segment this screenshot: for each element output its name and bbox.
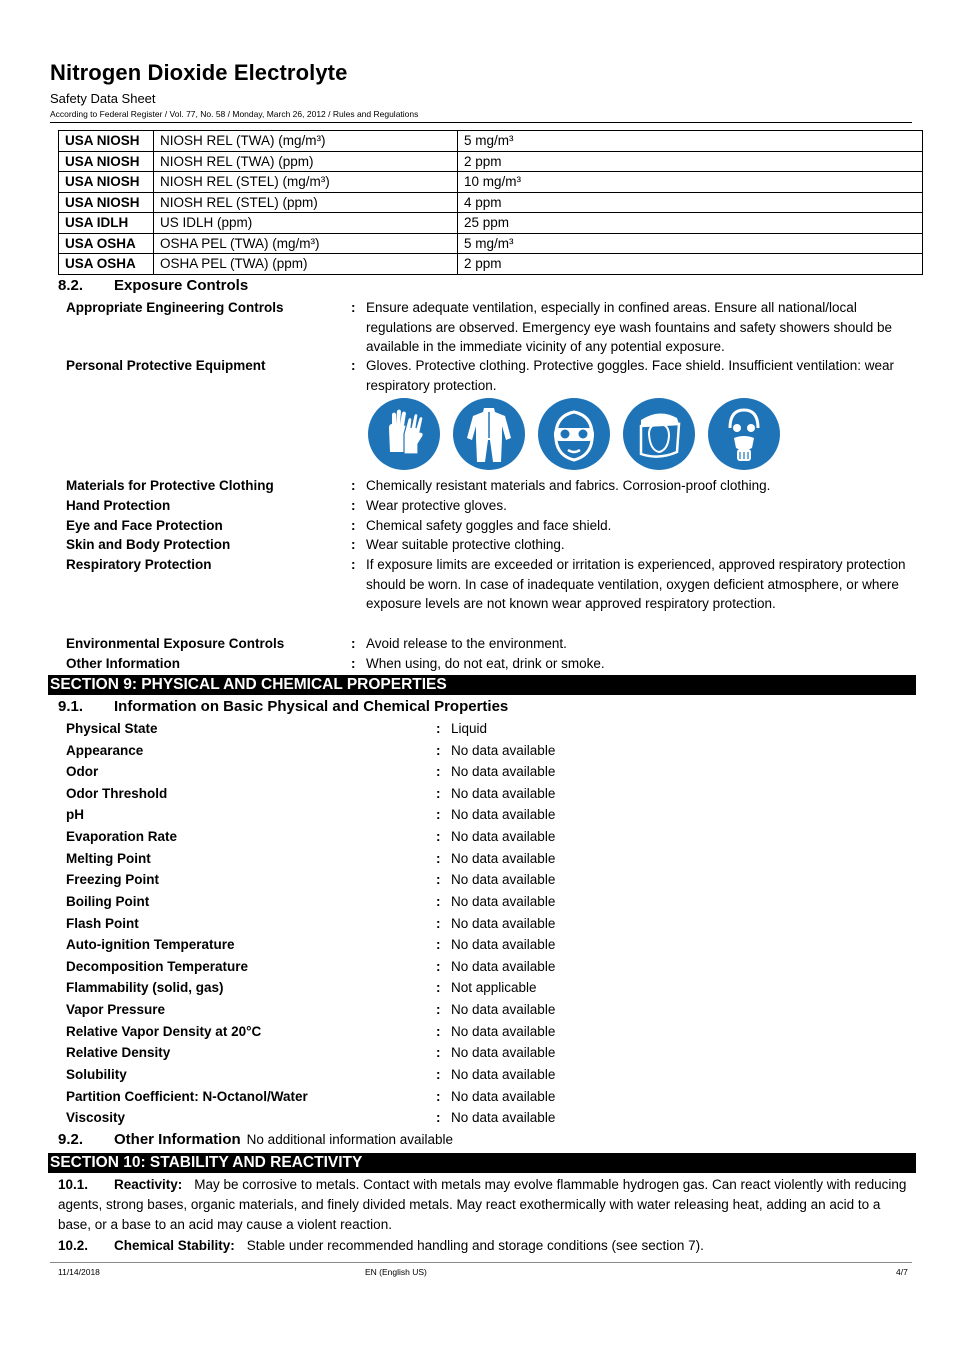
property-label: Odor Threshold <box>66 786 168 801</box>
limit-value: 10 mg/m³ <box>458 172 923 193</box>
footer-page-number: 4/7 <box>896 1267 908 1277</box>
goggles-icon <box>534 394 614 474</box>
limit-value: 5 mg/m³ <box>458 233 923 254</box>
limit-value: 5 mg/m³ <box>458 131 923 152</box>
protective-clothing-icon <box>449 394 529 474</box>
gloves-icon <box>364 394 444 474</box>
colon-separator: : <box>351 656 356 671</box>
property-row <box>66 654 916 674</box>
table-row <box>59 151 923 172</box>
section-10-header: SECTION 10: STABILITY AND REACTIVITY <box>48 1153 916 1173</box>
property-label: Skin and Body Protection <box>66 537 231 552</box>
property-value: Gloves. Protective clothing. Protective goggles. Face shield. Insufficient ventilation: wear respiratory protection. <box>366 358 895 393</box>
property-value: Ensure adequate ventilation, especially in confined areas. Ensure all national/local regulations are observed. Emergency eye wash fountains and safety showers should be available in the immediate vicinity of any potential exposure. <box>366 300 893 355</box>
colon-separator: : <box>436 829 441 844</box>
limit-org: USA OSHA <box>59 254 154 275</box>
limit-type: NIOSH REL (STEL) (mg/m³) <box>154 172 458 193</box>
property-label: Decomposition Temperature <box>66 959 249 974</box>
property-label: Vapor Pressure <box>66 1002 166 1017</box>
subsection-number: 8.2. <box>58 277 84 294</box>
colon-separator: : <box>351 358 356 373</box>
subsection-text: No additional information available <box>246 1132 454 1147</box>
subsection-title: Chemical Stability: <box>114 1238 235 1253</box>
limit-type: OSHA PEL (TWA) (mg/m³) <box>154 233 458 254</box>
colon-separator: : <box>436 980 441 995</box>
property-label: Melting Point <box>66 851 151 866</box>
limit-value: 4 ppm <box>458 192 923 213</box>
section-9-header: SECTION 9: PHYSICAL AND CHEMICAL PROPERTIES <box>48 675 916 695</box>
colon-separator: : <box>436 1024 441 1039</box>
document-subtitle: Safety Data Sheet <box>50 91 156 106</box>
property-label: pH <box>66 807 84 822</box>
property-value: No data available <box>451 937 556 952</box>
property-value: Not applicable <box>451 980 537 995</box>
property-label: Boiling Point <box>66 894 150 909</box>
property-value: No data available <box>451 829 556 844</box>
property-label: Eye and Face Protection <box>66 518 223 533</box>
property-label: Respiratory Protection <box>66 557 212 572</box>
colon-separator: : <box>436 1110 441 1125</box>
property-row <box>66 298 916 358</box>
colon-separator: : <box>351 300 356 315</box>
table-row <box>59 254 923 275</box>
regulation-reference: According to Federal Register / Vol. 77, No. 58 / Monday, March 26, 2012 / Rules and Regulations <box>50 109 419 119</box>
colon-separator: : <box>436 851 441 866</box>
property-row <box>66 476 916 496</box>
colon-separator: : <box>351 557 356 572</box>
property-label: Appropriate Engineering Controls <box>66 300 284 315</box>
limit-value: 2 ppm <box>458 254 923 275</box>
colon-separator: : <box>436 1045 441 1060</box>
property-label: Other Information <box>66 656 180 671</box>
property-value: No data available <box>451 1024 556 1039</box>
property-label: Viscosity <box>66 1110 126 1125</box>
property-label: Solubility <box>66 1067 127 1082</box>
colon-separator: : <box>351 518 356 533</box>
property-value: If exposure limits are exceeded or irritation is experienced, approved respiratory protection should be worn. In case of inadequate ventilation, oxygen deficient atmosphere, or where exposure levels are not known wear approved respiratory protection. <box>366 557 906 612</box>
subsection-9-1-heading <box>58 698 508 715</box>
property-value: Liquid <box>451 721 488 736</box>
colon-separator: : <box>351 478 356 493</box>
footer-divider <box>50 1262 912 1263</box>
property-row <box>66 496 916 516</box>
footer-date: 11/14/2018 <box>58 1267 100 1277</box>
limit-value: 25 ppm <box>458 213 923 234</box>
table-row <box>59 233 923 254</box>
colon-separator: : <box>351 636 356 651</box>
colon-separator: : <box>436 872 441 887</box>
colon-separator: : <box>436 894 441 909</box>
limit-type: US IDLH (ppm) <box>154 213 458 234</box>
table-row <box>59 192 923 213</box>
property-label: Environmental Exposure Controls <box>66 636 285 651</box>
respirator-icon <box>704 394 784 474</box>
property-label: Personal Protective Equipment <box>66 358 266 373</box>
property-label: Relative Vapor Density at 20°C <box>66 1024 262 1039</box>
limit-type: NIOSH REL (STEL) (ppm) <box>154 192 458 213</box>
colon-separator: : <box>436 786 441 801</box>
property-label: Relative Density <box>66 1045 171 1060</box>
subsection-title: Information on Basic Physical and Chemical Properties <box>114 698 509 715</box>
property-label: Flammability (solid, gas) <box>66 980 224 995</box>
property-row <box>66 516 916 536</box>
limit-type: OSHA PEL (TWA) (ppm) <box>154 254 458 275</box>
property-value: No data available <box>451 807 556 822</box>
subsection-number: 10.2. <box>58 1238 89 1253</box>
property-value: Wear protective gloves. <box>366 498 507 513</box>
footer-language: EN (English US) <box>365 1267 427 1277</box>
colon-separator: : <box>436 764 441 779</box>
property-value: No data available <box>451 786 556 801</box>
property-row <box>66 356 916 396</box>
stability-text: Stable under recommended handling and storage conditions (see section 7). <box>246 1238 704 1253</box>
document-title: Nitrogen Dioxide Electrolyte <box>50 60 348 85</box>
property-value: No data available <box>451 894 556 909</box>
colon-separator: : <box>436 1089 441 1104</box>
reactivity-text: May be corrosive to metals. Contact with metals may evolve flammable hydrogen gas. Can react violently with reducing agents, strong bases, organic materials, and finely divided metals. May react exothermically with water releasing heat, adding an acid to a base, or a base to an acid may cause a violent reaction. <box>58 1177 907 1232</box>
colon-separator: : <box>436 721 441 736</box>
property-label: Auto-ignition Temperature <box>66 937 235 952</box>
property-label: Freezing Point <box>66 872 160 887</box>
property-value: No data available <box>451 1045 556 1060</box>
property-label: Appearance <box>66 743 144 758</box>
header-divider <box>50 122 912 123</box>
property-label: Hand Protection <box>66 498 171 513</box>
property-value: No data available <box>451 1089 556 1104</box>
colon-separator: : <box>436 1067 441 1082</box>
property-value: No data available <box>451 872 556 887</box>
limit-org: USA IDLH <box>59 213 154 234</box>
property-row <box>66 555 916 635</box>
limit-org: USA NIOSH <box>59 151 154 172</box>
colon-separator: : <box>436 916 441 931</box>
limit-type: NIOSH REL (TWA) (mg/m³) <box>154 131 458 152</box>
colon-separator: : <box>351 537 356 552</box>
property-label: Odor <box>66 764 99 779</box>
exposure-limits-table <box>58 130 923 275</box>
property-label: Physical State <box>66 721 158 736</box>
property-value: Avoid release to the environment. <box>366 636 567 651</box>
chemical-stability-paragraph <box>58 1236 908 1256</box>
colon-separator: : <box>436 743 441 758</box>
table-row <box>59 213 923 234</box>
subsection-title: Other Information <box>114 1131 241 1148</box>
subsection-title: Exposure Controls <box>114 277 249 294</box>
property-value: No data available <box>451 1067 556 1082</box>
property-value: No data available <box>451 1002 556 1017</box>
property-value: No data available <box>451 764 556 779</box>
property-label: Flash Point <box>66 916 139 931</box>
limit-org: USA NIOSH <box>59 131 154 152</box>
subsection-8-2-heading <box>58 277 248 294</box>
property-value: Chemically resistant materials and fabrics. Corrosion-proof clothing. <box>366 478 771 493</box>
table-row <box>59 131 923 152</box>
colon-separator: : <box>436 1002 441 1017</box>
property-label: Partition Coefficient: N-Octanol/Water <box>66 1089 308 1104</box>
colon-separator: : <box>436 937 441 952</box>
property-label: Materials for Protective Clothing <box>66 478 274 493</box>
limit-org: USA OSHA <box>59 233 154 254</box>
subsection-title: Reactivity: <box>114 1177 183 1192</box>
colon-separator: : <box>436 807 441 822</box>
property-value: When using, do not eat, drink or smoke. <box>366 656 605 671</box>
property-value: Chemical safety goggles and face shield. <box>366 518 612 533</box>
limit-org: USA NIOSH <box>59 192 154 213</box>
property-value: No data available <box>451 1110 556 1125</box>
limit-org: USA NIOSH <box>59 172 154 193</box>
subsection-9-2 <box>58 1131 453 1148</box>
property-value: No data available <box>451 851 556 866</box>
property-row <box>66 634 916 654</box>
property-value: No data available <box>451 916 556 931</box>
property-label: Evaporation Rate <box>66 829 178 844</box>
subsection-number: 9.1. <box>58 698 84 715</box>
property-row <box>66 535 916 555</box>
colon-separator: : <box>351 498 356 513</box>
face-shield-icon <box>619 394 699 474</box>
property-value: Wear suitable protective clothing. <box>366 537 565 552</box>
subsection-number: 10.1. <box>58 1177 89 1192</box>
property-value: No data available <box>451 743 556 758</box>
limit-type: NIOSH REL (TWA) (ppm) <box>154 151 458 172</box>
colon-separator: : <box>436 959 441 974</box>
table-row <box>59 172 923 193</box>
subsection-number: 9.2. <box>58 1131 84 1148</box>
reactivity-paragraph <box>58 1175 908 1235</box>
limit-value: 2 ppm <box>458 151 923 172</box>
property-value: No data available <box>451 959 556 974</box>
